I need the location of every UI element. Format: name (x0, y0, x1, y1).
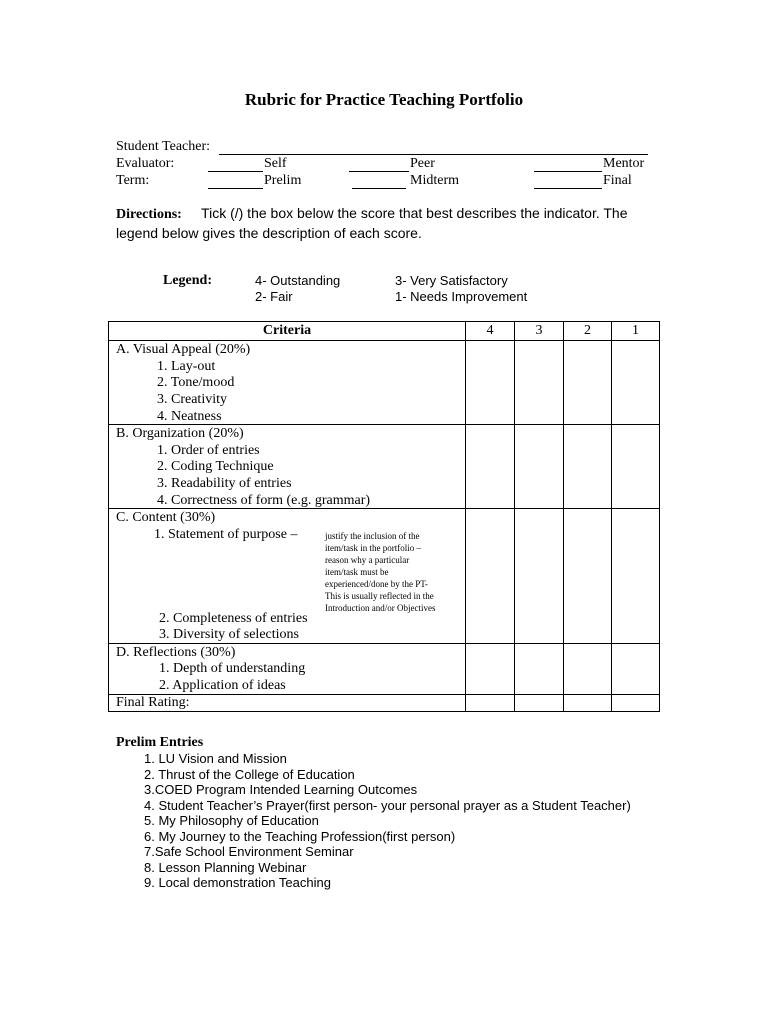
score-box[interactable] (466, 341, 515, 425)
legend-item-3: 3- Very Satisfactory (395, 273, 508, 288)
criteria-item: 1. Lay-out (157, 359, 216, 374)
criteria-item: 2. Completeness of entries (159, 611, 308, 626)
criteria-item: 2. Coding Technique (157, 459, 274, 474)
prelim-heading: Prelim Entries (116, 735, 204, 750)
list-item: 8. Lesson Planning Webinar (144, 859, 307, 875)
document-title: Rubric for Practice Teaching Portfolio (244, 90, 524, 109)
score-box[interactable] (564, 695, 612, 712)
score-box[interactable] (564, 644, 612, 695)
section-heading: B. Organization (20%) (116, 426, 244, 441)
criteria-item: 3. Creativity (157, 392, 227, 407)
score-box[interactable] (466, 695, 515, 712)
term-prelim: Prelim (264, 173, 302, 188)
criteria-item: 1. Depth of understanding (159, 661, 306, 676)
score-header-3: 3 (515, 322, 564, 341)
criteria-item: 2. Application of ideas (159, 678, 286, 693)
score-box[interactable] (612, 425, 660, 509)
purpose-note-line: justify the inclusion of the (325, 531, 420, 541)
criteria-cell (109, 425, 466, 509)
criteria-item: 1. Statement of purpose – (154, 527, 298, 542)
evaluator-self: Self (264, 156, 287, 171)
score-header-2: 2 (564, 322, 612, 341)
score-box[interactable] (564, 509, 612, 644)
criteria-item: 1. Order of entries (157, 443, 260, 458)
self-line (208, 171, 263, 172)
purpose-note-line: item/task in the portfolio – (325, 543, 421, 553)
section-row-content (109, 509, 660, 644)
final-line (534, 188, 602, 189)
criteria-cell (109, 644, 466, 695)
criteria-cell (109, 341, 466, 425)
list-item: 9. Local demonstration Teaching (144, 875, 331, 890)
table-header-row (109, 322, 660, 341)
legend-label: Legend: (163, 273, 212, 288)
student-teacher-label: Student Teacher: (116, 139, 211, 154)
directions-text: Tick (/) the box below the score that best describes the indicator. The legend below gives the description of each score. (116, 205, 628, 241)
list-item: 3.COED Program Intended Learning Outcomes (144, 782, 418, 797)
evaluator-peer: Peer (410, 156, 435, 171)
list-item: 5. My Philosophy of Education (144, 813, 319, 828)
score-box[interactable] (466, 644, 515, 695)
section-heading: C. Content (30%) (116, 510, 216, 525)
score-box[interactable] (564, 341, 612, 425)
score-box[interactable] (515, 509, 564, 644)
prelim-entries-list (144, 751, 631, 891)
score-box[interactable] (564, 425, 612, 509)
list-item: 6. My Journey to the Teaching Profession(first person) (144, 828, 456, 844)
section-heading: A. Visual Appeal (20%) (116, 342, 251, 357)
purpose-note-line: experienced/done by the PT- (325, 579, 428, 589)
mentor-line (534, 171, 602, 172)
purpose-note-line: This is usually reflected in the (325, 591, 434, 601)
score-box[interactable] (612, 341, 660, 425)
score-box[interactable] (466, 425, 515, 509)
score-box[interactable] (466, 509, 515, 644)
section-heading: D. Reflections (30%) (116, 645, 236, 660)
final-rating-label: Final Rating: (109, 695, 466, 712)
section-row-organization (109, 425, 660, 509)
list-item: 2. Thrust of the College of Education (144, 766, 355, 782)
criteria-item: 3. Readability of entries (157, 476, 292, 491)
rubric-table (108, 321, 660, 712)
score-box[interactable] (515, 425, 564, 509)
evaluator-label: Evaluator: (116, 156, 175, 171)
criteria-item: 4. Correctness of form (e.g. grammar) (157, 493, 371, 508)
score-box[interactable] (515, 695, 564, 712)
term-final: Final (603, 173, 632, 188)
term-midterm: Midterm (410, 173, 459, 188)
directions (116, 204, 646, 242)
directions-label: Directions: (116, 207, 182, 222)
purpose-note-line: reason why a particular (325, 555, 410, 565)
criteria-item: 2. Tone/mood (157, 375, 235, 390)
section-row-visual-appeal (109, 341, 660, 425)
section-row-reflections (109, 644, 660, 695)
term-label: Term: (116, 173, 150, 188)
score-box[interactable] (515, 341, 564, 425)
list-item: 7.Safe School Environment Seminar (144, 844, 354, 859)
score-header-1: 1 (612, 322, 660, 341)
student-teacher-line (219, 154, 648, 155)
evaluator-mentor: Mentor (603, 156, 645, 171)
score-header-4: 4 (466, 322, 515, 341)
legend-item-1: 1- Needs Improvement (395, 289, 528, 304)
criteria-item: 4. Neatness (157, 409, 222, 424)
score-box[interactable] (612, 644, 660, 695)
peer-line (349, 171, 409, 172)
prelim-line (208, 188, 263, 189)
final-rating-row (109, 695, 660, 712)
legend-item-4: 4- Outstanding (255, 273, 341, 288)
midterm-line (352, 188, 406, 189)
legend-item-2: 2- Fair (255, 289, 293, 304)
score-box[interactable] (515, 644, 564, 695)
criteria-header: Criteria (109, 322, 466, 341)
purpose-note-line: Introduction and/or Objectives (325, 603, 436, 613)
list-item: 4. Student Teacher’s Prayer(first person- your personal prayer as a Student Teacher) (144, 797, 631, 813)
score-box[interactable] (612, 695, 660, 712)
criteria-item: 3. Diversity of selections (159, 627, 299, 642)
score-box[interactable] (612, 509, 660, 644)
list-item: 1. LU Vision and Mission (144, 751, 287, 766)
purpose-note-line: item/task must be (325, 567, 389, 577)
criteria-cell (109, 509, 466, 644)
